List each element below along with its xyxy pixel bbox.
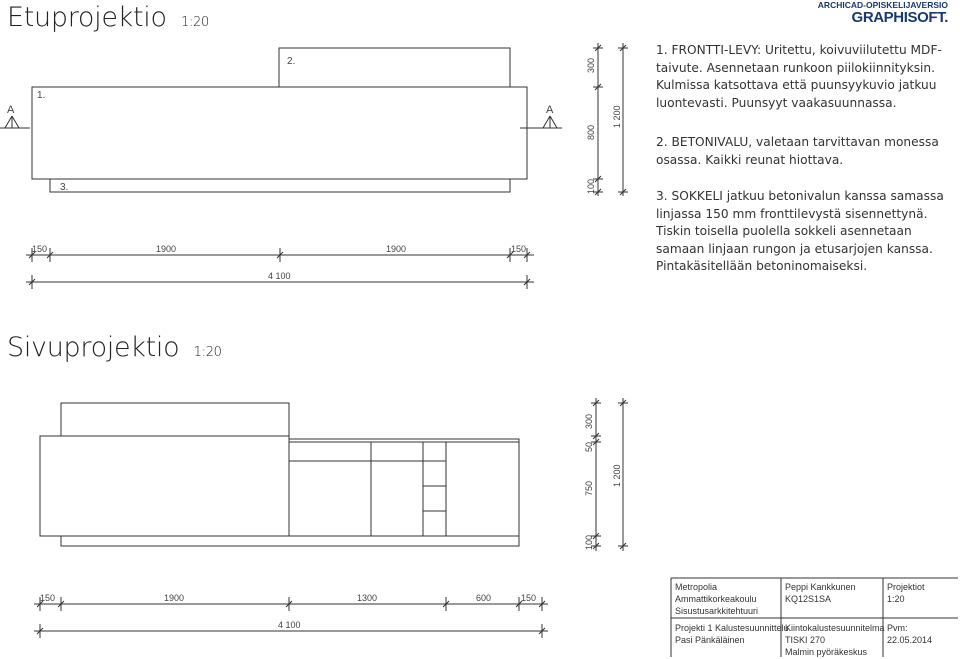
front-dim-h-1: 1900 (156, 244, 177, 254)
tb-course (675, 622, 789, 646)
tb-course-teacher: Pasi Pänkäläinen (675, 635, 745, 646)
tb-school (675, 581, 758, 618)
front-view-title-text: Etuprojektio (7, 2, 167, 33)
side-dim-h-2: 1300 (357, 593, 378, 603)
part3-label: 3. (60, 182, 69, 193)
tb-author-name: Peppi Kankkunen (785, 582, 856, 592)
side-view-title-text: Sivuprojektio (7, 332, 180, 363)
side-dim-v-0: 300 (584, 413, 594, 429)
tb-author (785, 581, 856, 605)
front-view-scale: 1:20 (180, 15, 209, 30)
front-dim-h-2: 1900 (386, 244, 407, 254)
side-concrete-top (61, 403, 289, 436)
side-dim-h-1: 1900 (164, 593, 185, 603)
brand-student-version: ARCHICAD-OPISKELIJAVERSIO (817, 0, 948, 10)
tb-drawing-site: Malmin pyöräkeskus (785, 647, 868, 658)
tb-project (887, 581, 925, 605)
side-horizontal-dim-chain (34, 597, 548, 611)
tb-course-name: Projekti 1 Kalustesuunnittelu (675, 623, 789, 633)
side-dim-height-total: 1 200 (612, 464, 622, 487)
tb-school-line-3: Sisustusarkkitehtuuri (675, 606, 759, 617)
tb-date-value: 22.05.2014 (887, 635, 933, 646)
front-dim-v-0: 300 (586, 57, 596, 73)
front-horizontal-dim-chain (26, 248, 534, 262)
front-dim-height-total: 1 200 (612, 105, 622, 128)
tb-drawing-item: TISKI 270 (785, 635, 826, 646)
section-marker-right (520, 116, 562, 128)
side-dim-v-1: 50 (584, 441, 594, 452)
side-dim-v-2: 750 (584, 480, 594, 496)
concrete-top-outline (279, 48, 510, 87)
tb-date-label: Pvm: (887, 623, 908, 633)
side-dim-h-0: 150 (40, 593, 56, 603)
tb-school-line-2: Ammattikorkeakoulu (675, 594, 757, 605)
side-dim-total: 4 100 (278, 620, 301, 630)
section-label-left: A (7, 104, 15, 116)
plinth-outline (50, 179, 510, 192)
part1-label: 1. (37, 90, 46, 101)
tb-author-group: KQ12S1SA (785, 594, 832, 605)
front-dim-h-3: 150 (511, 244, 527, 254)
side-plinth (61, 536, 519, 546)
tb-project-scale: 1:20 (887, 594, 905, 605)
side-dim-v-3: 100 (584, 534, 594, 550)
note-3: 3. SOKKELI jatkuu betonivalun kanssa samassa linjassa 150 mm fronttilevystä sisennettynä. Tiskin toisella puolella sokkeli asennetaan samaan linjaan rungon ja etusarjojen kanssa. Pintakäsitellään betoninomaiseksi. (656, 189, 944, 274)
tb-school-line-1: Metropolia (675, 582, 718, 592)
tb-project-label: Projektiot (887, 582, 925, 592)
front-dim-total: 4 100 (268, 271, 291, 281)
front-dim-v-2: 100 (586, 178, 596, 194)
side-dim-h-3: 600 (476, 593, 492, 603)
front-dim-v-1: 800 (586, 124, 596, 140)
section-marker-left (0, 116, 30, 128)
front-dim-h-0: 150 (32, 244, 48, 254)
front-panel-outline (32, 87, 527, 179)
tb-drawing (785, 622, 885, 659)
tb-date (887, 622, 932, 646)
side-drawer-unit (289, 439, 519, 536)
side-body-outline (40, 436, 289, 536)
brand-name: GRAPHISOFT. (851, 9, 948, 26)
section-label-right: A (546, 104, 554, 116)
tb-drawing-type: Kiintokalustesuunnitelma (785, 623, 885, 633)
part2-label: 2. (287, 56, 296, 67)
note-1: 1. FRONTTI-LEVY: Uritettu, koivuviilutettu MDF-taivute. Asennetaan runkoon piilokiinnityksin. Kulmissa katsottava että puunsyykuvio jatkuu luontevasti. Puunsyyt vaakasuunnassa. (656, 43, 942, 110)
side-dim-h-4: 150 (521, 593, 537, 603)
note-2: 2. BETONIVALU, valetaan tarvittavan monessa osassa. Kaikki reunat hiottava. (656, 135, 939, 167)
side-view-scale: 1:20 (193, 345, 222, 360)
